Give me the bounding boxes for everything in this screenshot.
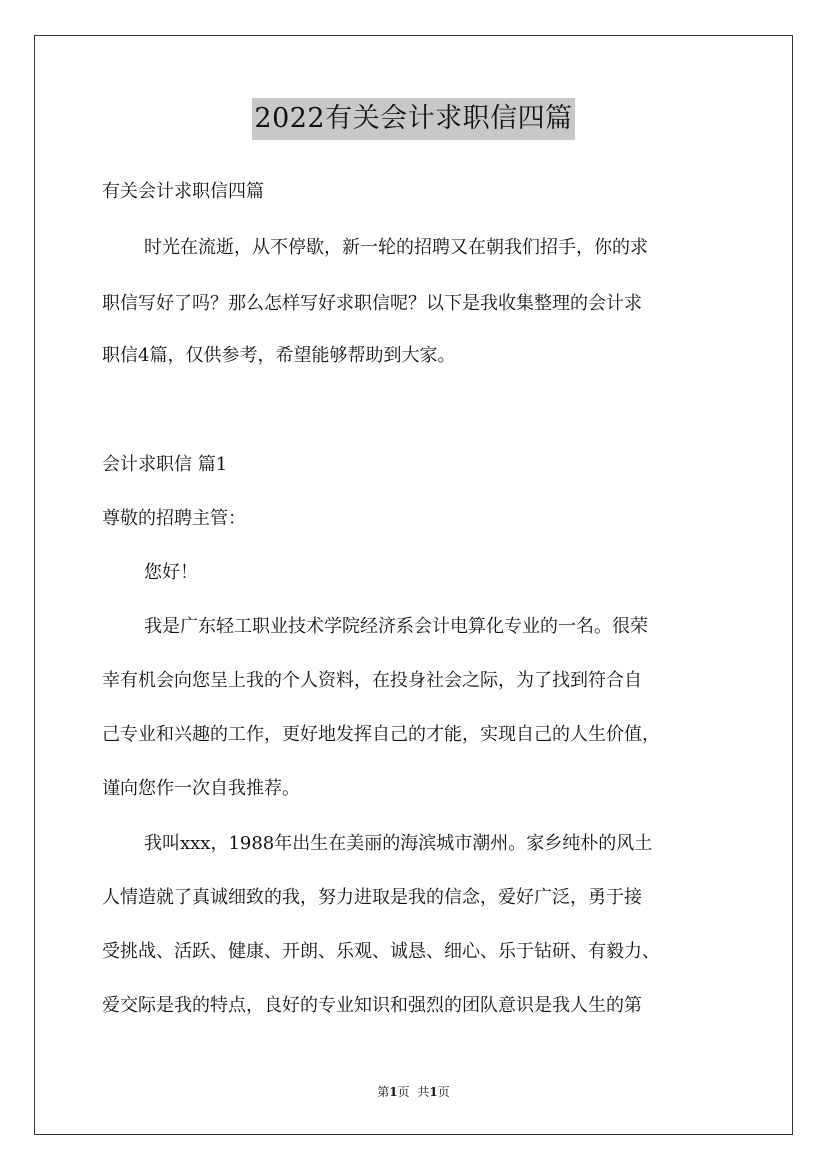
- page-footer: [0, 1084, 827, 1100]
- paragraph2-line: 人情造就了真诚细致的我，努力进取是我的信念，爱好广泛，勇于接: [102, 887, 642, 908]
- footer-page-suffix: 页: [397, 1085, 410, 1099]
- paragraph2-line: 我叫xxx，1988年出生在美丽的海滨城市潮州。家乡纯朴的风土: [144, 833, 653, 854]
- title-container: [0, 98, 827, 140]
- footer-page-number: 1: [389, 1085, 398, 1099]
- section-heading: 会计求职信 篇1: [102, 454, 228, 475]
- intro-line: 职信写好了吗？那么怎样写好求职信呢？以下是我收集整理的会计求: [102, 293, 642, 314]
- paragraph2-line: 受挑战、活跃、健康、开朗、乐观、诚恳、细心、乐于钻研、有毅力、: [102, 941, 660, 962]
- paragraph1-line: 己专业和兴趣的工作，更好地发挥自己的才能，实现自己的人生价值，: [102, 724, 660, 745]
- footer-total-number: 1: [429, 1085, 438, 1099]
- intro-line: 时光在流逝，从不停歇，新一轮的招聘又在朝我们招手，你的求: [144, 237, 648, 258]
- paragraph1-line: 我是广东轻工职业技术学院经济系会计电算化专业的一名。很荣: [144, 616, 648, 637]
- greeting: 您好！: [144, 562, 198, 583]
- paragraph1-line: 谨向您作一次自我推荐。: [102, 778, 300, 799]
- paragraph1-line: 幸有机会向您呈上我的个人资料，在投身社会之际，为了找到符合自: [102, 670, 642, 691]
- document-subtitle: 有关会计求职信四篇: [102, 181, 264, 202]
- salutation: 尊敬的招聘主管：: [102, 508, 246, 529]
- paragraph2-line: 爱交际是我的特点，良好的专业知识和强烈的团队意识是我人生的第: [102, 995, 642, 1016]
- footer-total-suffix: 页: [437, 1085, 450, 1099]
- intro-line: 职信4篇，仅供参考，希望能够帮助到大家。: [102, 345, 456, 366]
- document-title: 2022有关会计求职信四篇: [252, 98, 574, 140]
- footer-total-prefix: 共: [417, 1085, 430, 1099]
- footer-page-prefix: 第: [377, 1085, 390, 1099]
